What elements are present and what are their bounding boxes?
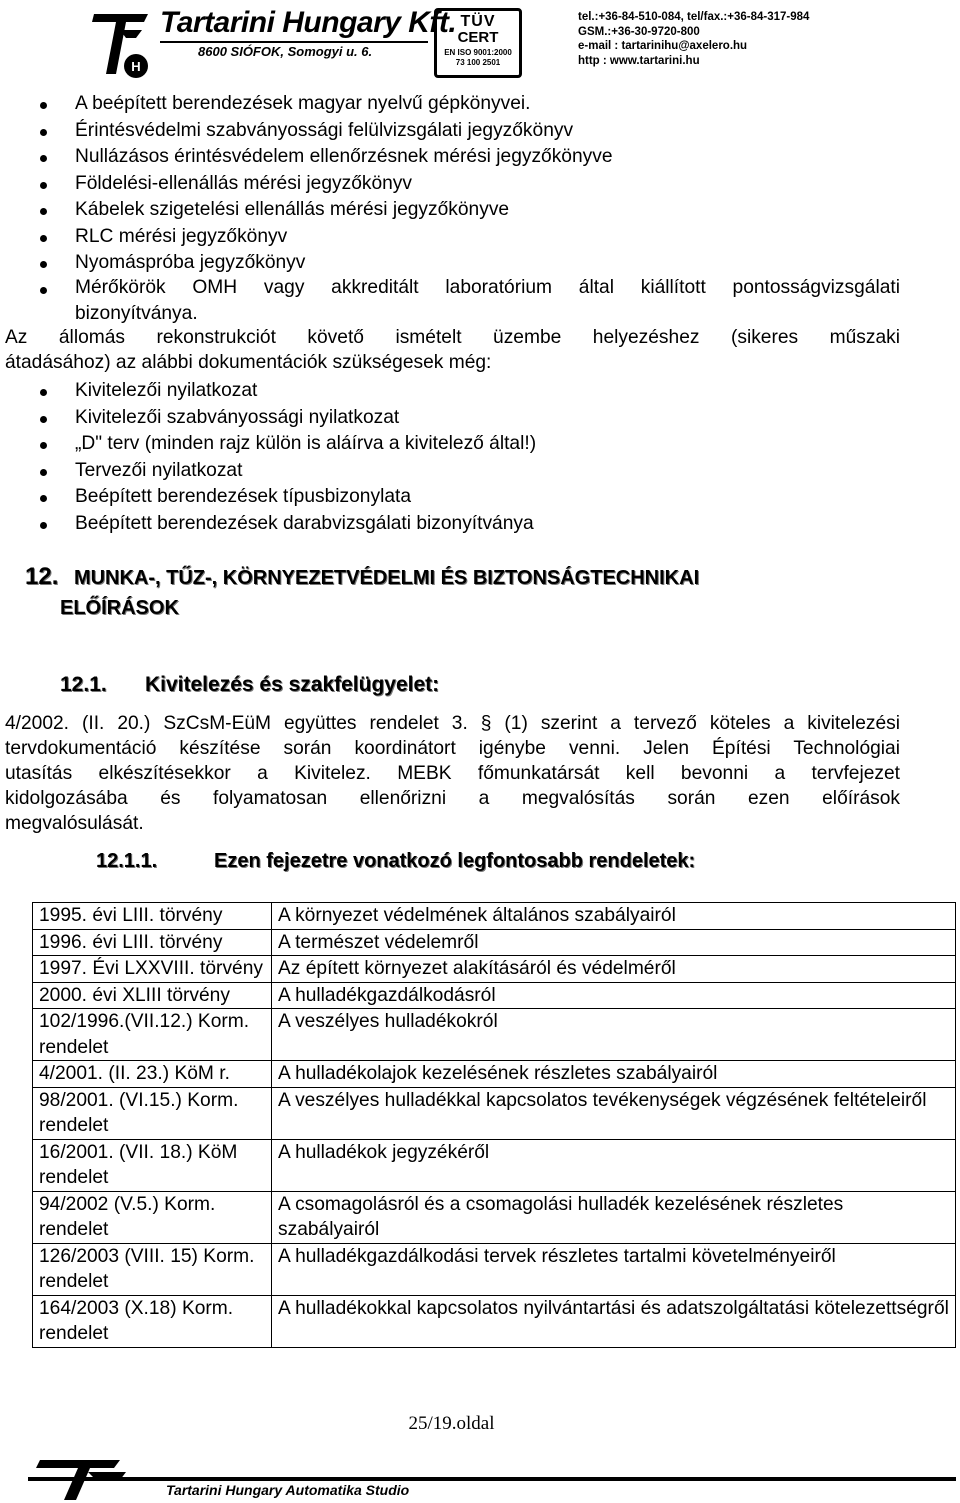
bullet-icon	[40, 155, 47, 162]
table-row	[33, 903, 956, 930]
regulation-ref-cell: 102/1996.(VII.12.) Korm. rendelet	[33, 1009, 272, 1061]
cert-line-2: 73 100 2501	[455, 58, 501, 67]
regulation-desc-cell: A hulladékgazdálkodási tervek részletes tartalmi követelményeiről	[272, 1243, 956, 1295]
company-logo-icon	[90, 8, 152, 80]
paragraph-line: utasítás elkészítésekkor a Kivitelez. MEBK főmunkatársát kell bevonni a tervfejezet	[5, 763, 900, 784]
list-item-text: Nullázásos érintésvédelem ellenőrzésnek mérési jegyzőkönyve	[75, 146, 613, 167]
document-list-bottom	[0, 378, 960, 537]
list-item	[0, 405, 960, 432]
document-list-top	[0, 91, 960, 277]
paragraph-line: átadásához) az alábbi dokumentációk szükségesek még:	[5, 352, 492, 373]
cert-line-1: EN ISO 9001:2000	[444, 48, 512, 57]
bullet-icon	[40, 469, 47, 476]
table-row	[33, 929, 956, 956]
bullet-icon	[40, 442, 47, 449]
list-item	[0, 224, 960, 251]
regulation-desc-cell: A hulladékolajok kezelésének részletes szabályairól	[272, 1061, 956, 1088]
paragraph-line: tervdokumentáció készítése során koordinátort igénybe venni. Jelen Építési Technológiai	[5, 738, 900, 759]
bullet-icon	[40, 208, 47, 215]
svg-text:H: H	[131, 59, 141, 74]
regulation-ref-cell: 16/2001. (VII. 18.) KöM rendelet	[33, 1139, 272, 1191]
cert-mid: CERT	[457, 29, 499, 46]
table-row	[33, 1295, 956, 1347]
page-header	[0, 0, 960, 82]
page-footer	[0, 1442, 960, 1503]
section-12-1-1-number: 12.1.1.	[96, 850, 158, 872]
list-item	[0, 484, 960, 511]
list-item-text: Kivitelezői szabványossági nyilatkozat	[75, 406, 400, 428]
regulation-desc-cell: A természet védelemről	[272, 929, 956, 956]
table-row	[33, 1139, 956, 1191]
cert-top: TÜV	[460, 13, 496, 30]
bullet-icon	[40, 416, 47, 423]
list-item-text: RLC mérési jegyzőkönyv	[75, 225, 288, 247]
contact-block	[578, 10, 809, 68]
paragraph-line: Az állomás rekonstrukciót követő ismételt üzembe helyezéshez (sikeres műszaki	[5, 327, 900, 348]
page-number: 25/19.oldal	[408, 1413, 495, 1434]
list-item-text: Mérőkörök OMH vagy akkreditált laboratórium által kiállított pontosságvizsgálati	[75, 277, 900, 298]
contact-email[interactable]: e-mail : tartarinihu@axelero.hu	[578, 40, 748, 52]
paragraph-line: 4/2002. (II. 20.) SzCsM-EüM együttes rendelet 3. § (1) szerint a tervező köteles a kivitelezési	[5, 713, 900, 734]
table-row	[33, 1191, 956, 1243]
list-item	[0, 118, 960, 145]
bullet-icon	[40, 389, 47, 396]
bullet-icon	[40, 129, 47, 136]
section-title-line-1: MUNKA-, TŰZ-, KÖRNYEZETVÉDELMI ÉS BIZTONSÁGTECHNIKAI	[73, 567, 700, 589]
bullet-icon	[40, 261, 47, 268]
table-row	[33, 956, 956, 983]
list-item	[0, 378, 960, 405]
list-item-text: Beépített berendezések típusbizonylata	[75, 486, 412, 507]
section-12-1-title: Kivitelezés és szakfelügyelet:	[145, 673, 440, 696]
list-item-text: Érintésvédelmi szabványossági felülvizsgálati jegyzőkönyv	[75, 119, 574, 141]
tuv-cert-badge	[434, 8, 522, 78]
section-title-line-2: ELŐÍRÁSOK	[60, 597, 179, 619]
header-rule	[160, 41, 428, 43]
list-item	[0, 250, 960, 277]
company-address: 8600 SIÓFOK, Somogyi u. 6.	[198, 44, 373, 59]
list-item	[0, 171, 960, 198]
regulation-desc-cell: A hulladékgazdálkodásról	[272, 982, 956, 1009]
list-item-text: Tervezői nyilatkozat	[75, 459, 243, 481]
list-item	[0, 458, 960, 485]
regulation-desc-cell: A hulladékok jegyzékéről	[272, 1139, 956, 1191]
list-item-text: Beépített berendezések darabvizsgálati bizonyítványa	[75, 512, 534, 534]
bullet-icon	[40, 522, 47, 529]
table-row	[33, 1243, 956, 1295]
regulation-desc-cell: Az épített környezet alakításáról és védelméről	[272, 956, 956, 983]
list-item	[0, 91, 960, 118]
company-name: Tartarini Hungary Kft.	[160, 6, 457, 39]
list-item-text: Kivitelezői nyilatkozat	[75, 380, 258, 401]
regulation-desc-cell: A környezet védelmének általános szabályairól	[272, 903, 956, 930]
bullet-icon	[40, 102, 47, 109]
paragraph-line: kidolgozásába és folyamatosan ellenőrizni a megvalósítás során ezen előírások	[5, 788, 900, 809]
regulation-ref-cell: 98/2001. (VI.15.) Korm. rendelet	[33, 1087, 272, 1139]
section-number: 12.	[25, 563, 59, 590]
section-12-1-1-title: Ezen fejezetre vonatkozó legfontosabb rendeletek:	[214, 850, 696, 872]
list-item-text: Nyomáspróba jegyzőkönyv	[75, 252, 306, 273]
list-item-text: bizonyítványa.	[75, 303, 198, 324]
footer-rule	[28, 1477, 956, 1481]
list-item	[0, 144, 960, 171]
regulation-desc-cell: A csomagolásról és a csomagolási hulladék kezelésének részletes szabályairól	[272, 1191, 956, 1243]
regulations-table	[32, 902, 956, 1348]
regulation-desc-cell: A veszélyes hulladékkal kapcsolatos tevékenységek végzésének feltételeiről	[272, 1087, 956, 1139]
list-item	[0, 197, 960, 224]
regulation-desc-cell: A hulladékokkal kapcsolatos nyilvántartási és adatszolgáltatási kötelezettségről	[272, 1295, 956, 1347]
regulation-ref-cell: 126/2003 (VIII. 15) Korm. rendelet	[33, 1243, 272, 1295]
regulation-desc-cell: A veszélyes hulladékokról	[272, 1009, 956, 1061]
bullet-icon	[40, 182, 47, 189]
list-item-text: Földelési-ellenállás mérési jegyzőkönyv	[75, 172, 412, 194]
table-row	[33, 1087, 956, 1139]
section-12-heading	[25, 563, 699, 591]
regulation-ref-cell: 164/2003 (X.18) Korm. rendelet	[33, 1295, 272, 1347]
section-12-1-number: 12.1.	[60, 673, 107, 696]
regulation-ref-cell: 1995. évi LIII. törvény	[33, 903, 272, 930]
contact-web[interactable]: http : www.tartarini.hu	[578, 54, 700, 67]
list-item	[0, 431, 960, 458]
bullet-icon	[40, 287, 47, 294]
paragraph-line: megvalósulását.	[5, 813, 144, 834]
table-row	[33, 982, 956, 1009]
table-row	[33, 1009, 956, 1061]
table-row	[33, 1061, 956, 1088]
regulation-ref-cell: 4/2001. (II. 23.) KöM r.	[33, 1061, 272, 1088]
bullet-icon	[40, 495, 47, 502]
regulation-ref-cell: 1997. Évi LXXVIII. törvény	[33, 956, 272, 983]
list-item-text: A beépített berendezések magyar nyelvű gépkönyvei.	[75, 93, 531, 114]
regulation-ref-cell: 94/2002 (V.5.) Korm. rendelet	[33, 1191, 272, 1243]
regulation-ref-cell: 2000. évi XLIII törvény	[33, 982, 272, 1009]
bullet-icon	[40, 235, 47, 242]
contact-phone: tel.:+36-84-510-084, tel/fax.:+36-84-317-984	[578, 11, 810, 23]
regulation-ref-cell: 1996. évi LIII. törvény	[33, 929, 272, 956]
footer-company-text: Tartarini Hungary Automatika Studio	[166, 1482, 410, 1498]
list-item	[0, 511, 960, 538]
regulations-table-body	[33, 903, 956, 1348]
list-item-text: „D" terv (minden rajz külön is aláírva a kivitelező által!)	[75, 433, 537, 454]
list-item-text: Kábelek szigetelési ellenállás mérési jegyzőkönyve	[75, 199, 510, 220]
contact-gsm: GSM.:+36-30-9720-800	[578, 25, 700, 38]
